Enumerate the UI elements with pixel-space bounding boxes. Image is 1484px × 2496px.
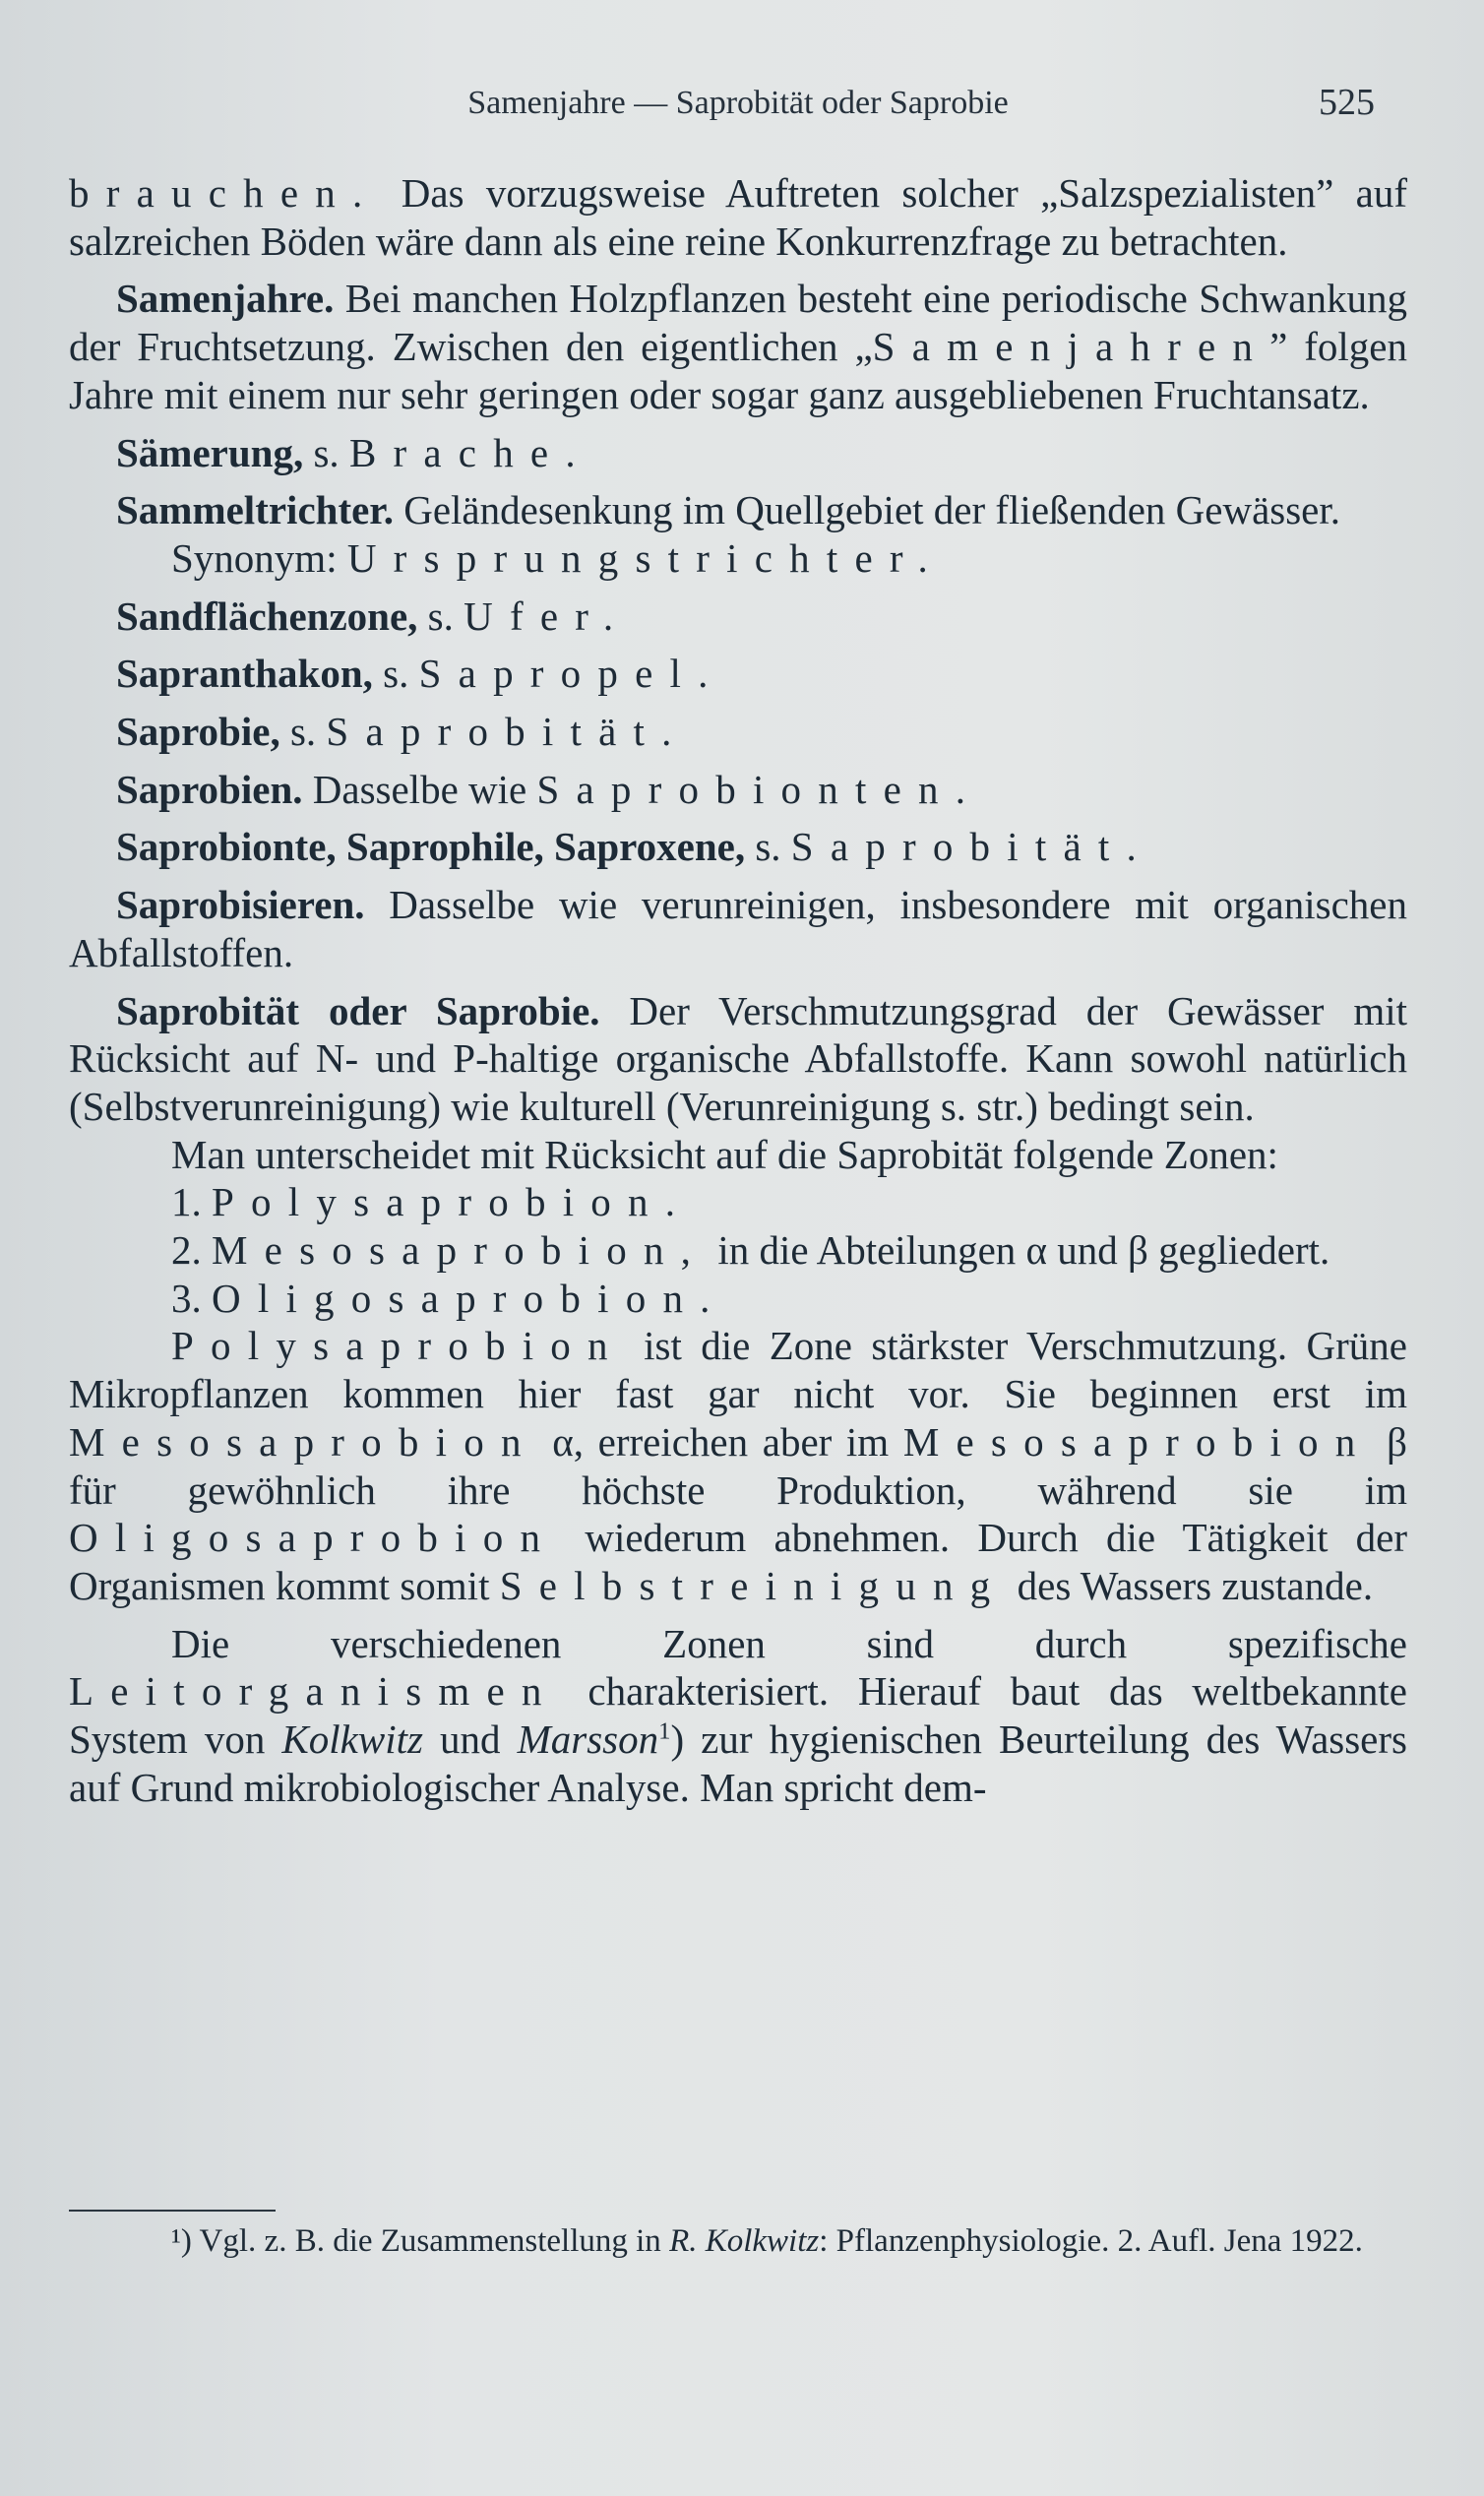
spaced-term: Mesosaprobion, [212, 1227, 709, 1274]
spaced-term: Ufer. [464, 593, 631, 639]
paragraph-zonen [69, 1620, 1407, 1812]
spaced-term: Oligosaprobion. [212, 1275, 727, 1321]
footnote-author: R. Kolkwitz [669, 2223, 820, 2259]
zone-list [69, 1178, 1407, 1322]
spaced-term: Brache. [348, 429, 592, 475]
entry-text: Dasselbe wie verunreinigen, insbesondere mit organischen Abfallstoffen. [69, 882, 1407, 975]
spaced-term: Saprobionten. [536, 766, 983, 812]
entry-head: Sämerung, [116, 429, 304, 475]
entry-saemerung [69, 429, 1407, 477]
spaced-term: Selbstreinigung [499, 1562, 1008, 1608]
entry-head: Saprobie, [116, 709, 280, 755]
entry-text: Der Verschmutzungsgrad der Gewässer mit Rücksicht auf N- und P-haltige organische Abfallstoffe. Kann sowohl natürlich (Selbstverunreinigung) wie kulturell (Verunreinigung s. str.) bedingt sein. [69, 987, 1407, 1129]
entry-samenjahre [69, 275, 1407, 418]
entry-text: Geländesenkung im Quellgebiet der fließenden Gewässer. [393, 487, 1341, 533]
entry-head: Samenjahre. [116, 276, 335, 322]
list-number: 2. [171, 1227, 202, 1274]
paragraph-text: ) zur hygienischen Beurteilung des Wassers auf Grund mikrobiologischer Analyse. Man spricht dem- [69, 1716, 1407, 1810]
footnote-text: : Pflanzenphysiologie. 2. Aufl. Jena 1922. [819, 2223, 1363, 2259]
spaced-term: Ursprungstrichter. [346, 534, 945, 581]
list-number: 1. [171, 1179, 202, 1225]
entry-text: Dasselbe wie [302, 766, 537, 812]
spaced-term: Polysaprobion. [212, 1179, 693, 1225]
entry-head: Saprobität oder Saprobie. [116, 987, 600, 1033]
spaced-term: Oligosaprobion [69, 1515, 558, 1561]
entry-text: Bei manchen Holzpflanzen besteht eine periodische Schwankung der Fruchtsetzung. Zwischen den eigentlichen „ [69, 276, 1407, 370]
paragraph-text: des Wassers zustande. [1007, 1562, 1374, 1608]
entry-saprobisieren [69, 881, 1407, 976]
spaced-term: Leitorganismen [69, 1668, 559, 1715]
entry-head: Sandflächenzone, [116, 593, 418, 639]
entry-sammeltrichter [69, 486, 1407, 534]
paragraph-text: charakterisiert. Hierauf baut das weltbekannte System von [69, 1668, 1407, 1763]
synonym-label: Synonym: [171, 534, 347, 581]
author-name: Kolkwitz [281, 1716, 423, 1763]
spaced-term: Sapropel. [418, 651, 725, 697]
entry-text: s. [417, 593, 464, 639]
entry-text: s. [303, 429, 349, 475]
footnote-rule [69, 2210, 276, 2212]
entry-text: ” folgen Jahre mit einem nur sehr geringen oder sogar ganz ausgebliebenen Fruchtansatz. [69, 324, 1407, 417]
footnote-text: Vgl. z. B. die Zusammenstellung in [191, 2223, 670, 2259]
paragraph-text: und [422, 1716, 518, 1763]
list-number: 3. [171, 1275, 202, 1321]
entry-head: Sammeltrichter. [116, 487, 394, 533]
spaced-term: Mesosaprobion [902, 1418, 1373, 1465]
list-item [69, 1178, 1407, 1226]
footnote [69, 2220, 1407, 2262]
entry-saprobien [69, 766, 1407, 814]
spaced-term: Samenjahren [872, 324, 1270, 370]
synonym-line [69, 534, 1407, 583]
footnote-ref: 1 [658, 1717, 671, 1745]
list-item [69, 1226, 1407, 1275]
footnote-mark: ¹) [171, 2223, 192, 2259]
paragraph-text: wiederum abnehmen. Durch die Tätigkeit der Organismen kommt somit [69, 1515, 1407, 1608]
page-body [69, 169, 1407, 1812]
list-item [69, 1275, 1407, 1323]
paragraph-text: ist die Zone stärkster Verschmutzung. Grüne Mikropflanzen kommen hier fast gar nicht vor. Sie beginnen erst im [69, 1323, 1407, 1417]
paragraph-polysaprobion [69, 1322, 1407, 1609]
paragraph-text: Das vorzugsweise Auftreten solcher „Salzspezialisten” auf salzreichen Böden wäre dann als eine reine Konkurrenzfrage zu betrachten. [69, 170, 1407, 264]
author-name: Marsson [517, 1716, 659, 1763]
running-title: Samenjahre — Saprobität oder Saprobie [467, 85, 1009, 121]
list-text: in die Abteilungen α und β gegliedert. [708, 1227, 1330, 1274]
entry-head: Saprobionte, Saprophile, Saproxene, [116, 824, 746, 870]
entry-sandflaechenzone [69, 593, 1407, 641]
zonen-intro: Man unterscheidet mit Rücksicht auf die Saprobität folgende Zonen: [171, 1131, 1278, 1177]
entry-saprobie [69, 708, 1407, 756]
entry-head: Saprobien. [116, 766, 303, 812]
entry-head: Saprobisieren. [116, 882, 365, 928]
paragraph-text: α, erreichen aber im [537, 1418, 903, 1465]
paragraph-text: β für gewöhnlich ihre höchste Produktion, während sie im [69, 1418, 1407, 1513]
entry-saprobionte [69, 823, 1407, 871]
entry-text: s. [279, 709, 327, 755]
paragraph-continuation [69, 169, 1407, 265]
spaced-term: brauchen. [69, 170, 380, 216]
spaced-term: Polysaprobion [171, 1323, 625, 1369]
spaced-term: Saprobität. [326, 709, 689, 755]
entry-sapranthakon [69, 650, 1407, 698]
spaced-term: Mesosaprobion [69, 1418, 538, 1465]
entry-saprobitaet [69, 987, 1407, 1131]
paragraph-text: Die verschiedenen Zonen sind durch spezifische [171, 1620, 1407, 1666]
entry-head: Sapranthakon, [116, 651, 373, 697]
spaced-term: Saprobität. [790, 824, 1153, 870]
entry-text: s. [372, 651, 419, 697]
entry-text: s. [745, 824, 791, 870]
page-number: 525 [1319, 82, 1375, 123]
